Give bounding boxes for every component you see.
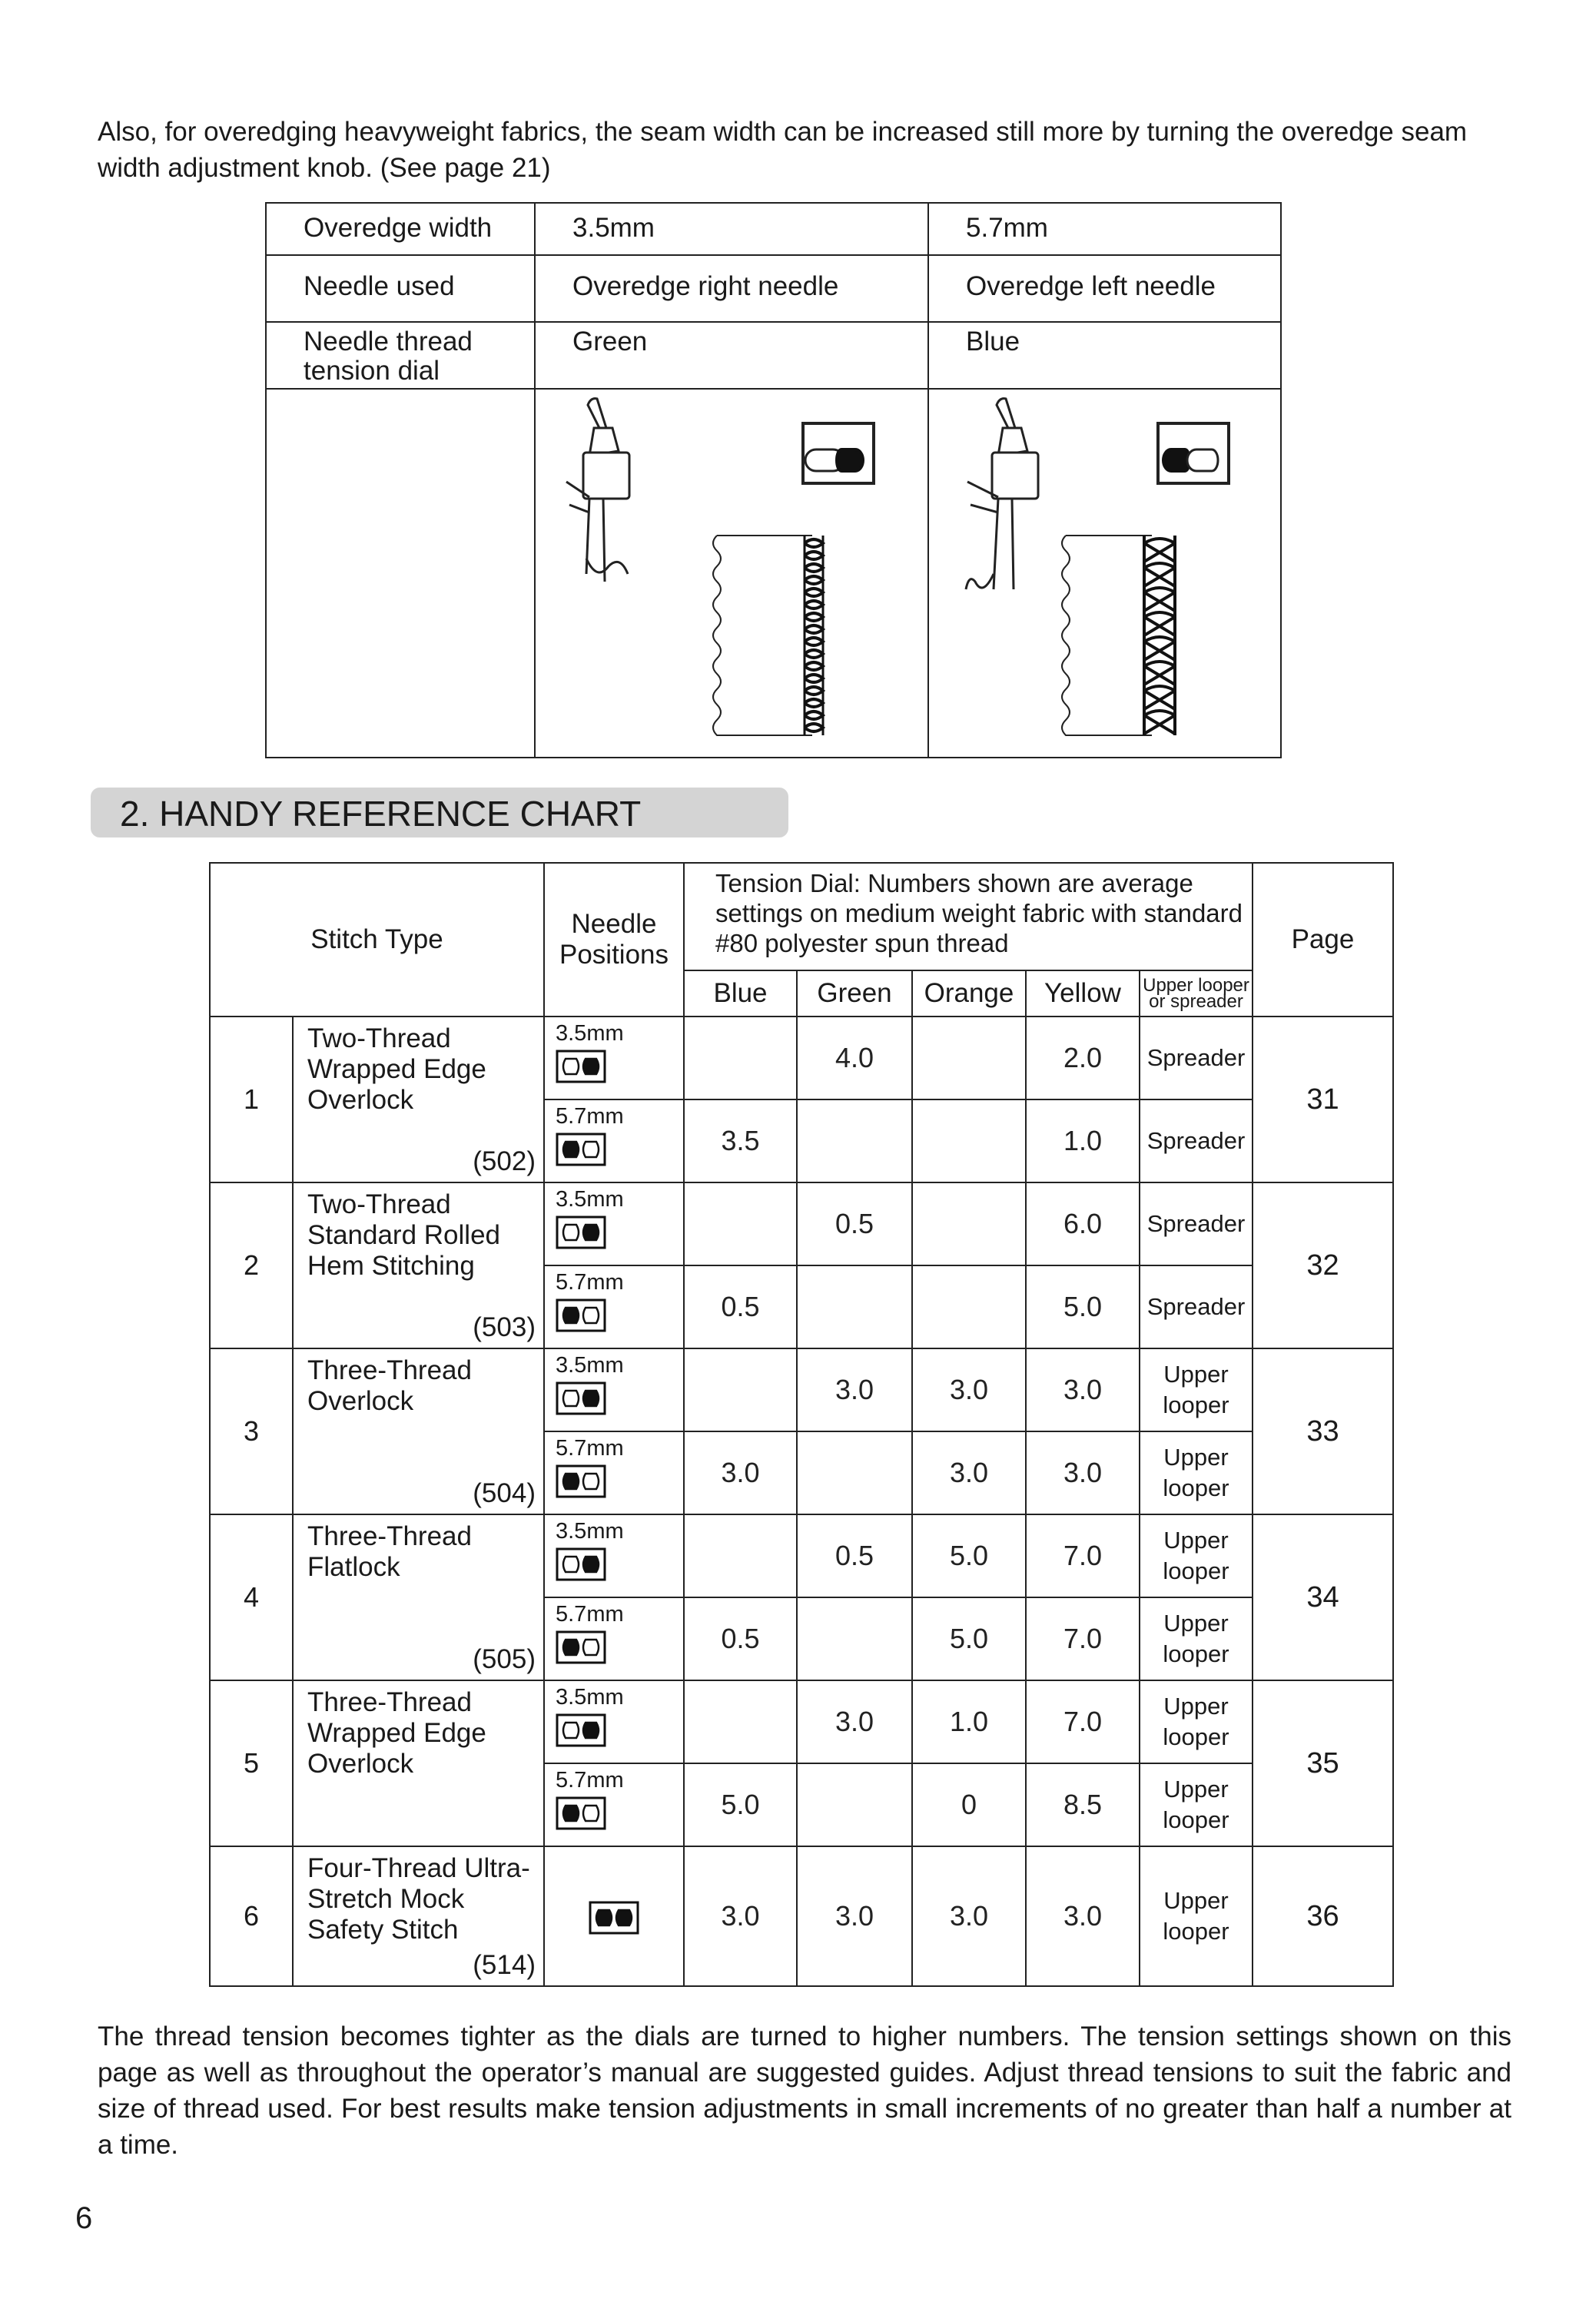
intro-paragraph: Also, for overedging heavyweight fabrics, the seam width can be increased still more by turning the overedge seam width adjustment knob. (See page 21) (98, 117, 1468, 183)
needle-size: 3.5mm (556, 1685, 624, 1710)
needle-position-cell (544, 1348, 684, 1431)
left-needle-icon (556, 1796, 606, 1830)
upper-looper-setting: Spreader (1140, 1182, 1253, 1265)
upper-looper-setting: Spreader (1140, 1017, 1253, 1099)
page-reference: 31 (1253, 1017, 1393, 1182)
orange-tension: 1.0 (912, 1680, 1026, 1763)
needle-position-cell (544, 1597, 684, 1680)
right-needle-cell: Green (535, 322, 928, 389)
yellow-tension: 8.5 (1026, 1763, 1140, 1846)
tension-dial-header: Tension Dial: Numbers shown are average settings on medium weight fabric with standard #80 polyester spun thread (684, 863, 1253, 970)
green-tension (797, 1431, 912, 1514)
stitch-number: 1 (210, 1017, 293, 1182)
page-reference: 36 (1253, 1846, 1393, 1986)
upper-looper-setting: Spreader (1140, 1265, 1253, 1348)
green-tension (797, 1265, 912, 1348)
left-needle-cell: Overedge left needle (928, 255, 1281, 322)
page-reference: 32 (1253, 1182, 1393, 1348)
needle-positions-header: Needle Positions (544, 863, 684, 1017)
needle-size: 5.7mm (556, 1436, 624, 1461)
table-row (210, 1182, 1393, 1265)
table-row (210, 1514, 1393, 1597)
green-tension: 0.5 (797, 1514, 912, 1597)
stitch-code: (504) (473, 1478, 536, 1508)
stitch-name: Three-Thread Flatlock (307, 1521, 472, 1582)
page-reference: 33 (1253, 1348, 1393, 1514)
orange-tension (912, 1017, 1026, 1099)
upper-looper-setting: Upper looper (1140, 1514, 1253, 1597)
table-row (266, 255, 1281, 322)
stitch-name-cell (293, 1017, 544, 1182)
needle-position-cell (544, 1017, 684, 1099)
needle-size: 5.7mm (556, 1768, 624, 1793)
table-row (210, 1017, 1393, 1099)
stitch-code: (503) (473, 1312, 536, 1342)
blue-tension (684, 1514, 797, 1597)
upper-looper-setting: Upper looper (1140, 1597, 1253, 1680)
right-needle-icon (556, 1547, 606, 1581)
needle-position-cell (544, 1680, 684, 1763)
left-needle-icon (556, 1464, 606, 1498)
blue-tension: 3.5 (684, 1099, 797, 1182)
yellow-tension: 5.0 (1026, 1265, 1140, 1348)
green-tension: 4.0 (797, 1017, 912, 1099)
stitch-name-cell (293, 1680, 544, 1846)
stitch-name-cell (293, 1514, 544, 1680)
needle-position-cell (544, 1265, 684, 1348)
page-number: 6 (75, 2201, 93, 2235)
orange-tension (912, 1099, 1026, 1182)
yellow-tension: 3.0 (1026, 1846, 1140, 1986)
needle-position-cell (544, 1846, 684, 1986)
green-tension: 0.5 (797, 1182, 912, 1265)
green-tension: 3.0 (797, 1680, 912, 1763)
needle-position-cell (544, 1431, 684, 1514)
yellow-tension: 7.0 (1026, 1597, 1140, 1680)
table-row (210, 1846, 1393, 1986)
needle-position-cell (544, 1182, 684, 1265)
needle-left-illustration (928, 389, 1281, 758)
stitch-number: 4 (210, 1514, 293, 1680)
row-label: Needle used (266, 255, 535, 322)
yellow-tension: 6.0 (1026, 1182, 1140, 1265)
table-row (266, 203, 1281, 255)
stitch-name: Four-Thread Ultra-Stretch Mock Safety Stitch (307, 1853, 530, 1945)
stitch-number: 6 (210, 1846, 293, 1986)
yellow-tension: 2.0 (1026, 1017, 1140, 1099)
right-needle-icon (556, 1381, 606, 1415)
right-needle-icon (556, 1050, 606, 1083)
needle-position-cell (544, 1099, 684, 1182)
yellow-tension: 7.0 (1026, 1514, 1140, 1597)
blue-tension: 0.5 (684, 1597, 797, 1680)
green-tension: 3.0 (797, 1348, 912, 1431)
right-needle-cell: 3.5mm (535, 203, 928, 255)
green-header: Green (797, 970, 912, 1017)
page-header: Page (1253, 863, 1393, 1017)
orange-tension (912, 1265, 1026, 1348)
upper-looper-setting: Upper looper (1140, 1348, 1253, 1431)
stitch-name: Two-Thread Standard Rolled Hem Stitching (307, 1189, 500, 1281)
green-tension (797, 1099, 912, 1182)
stitch-name: Three-Thread Wrapped Edge Overlock (307, 1687, 486, 1779)
yellow-tension: 3.0 (1026, 1431, 1140, 1514)
blue-tension (684, 1017, 797, 1099)
page-reference: 35 (1253, 1680, 1393, 1846)
upper-looper-header: Upper looper or spreader (1140, 970, 1253, 1017)
green-tension: 3.0 (797, 1846, 912, 1986)
needle-size: 5.7mm (556, 1270, 624, 1295)
needle-size: 3.5mm (556, 1519, 624, 1544)
orange-tension (912, 1182, 1026, 1265)
needle-size: 5.7mm (556, 1104, 624, 1129)
left-needle-icon (556, 1630, 606, 1664)
upper-looper-setting: Upper looper (1140, 1431, 1253, 1514)
needle-size: 5.7mm (556, 1602, 624, 1627)
stitch-name-cell (293, 1846, 544, 1986)
empty-cell (266, 389, 535, 758)
stitch-code: (514) (473, 1950, 536, 1980)
upper-looper-setting: Upper looper (1140, 1763, 1253, 1846)
orange-tension: 5.0 (912, 1597, 1026, 1680)
left-needle-cell: Blue (928, 322, 1281, 389)
needle-left-illustration-svg (929, 390, 1294, 758)
overedge-width-table (265, 202, 1282, 758)
stitch-name: Three-Thread Overlock (307, 1355, 472, 1416)
orange-tension: 3.0 (912, 1431, 1026, 1514)
yellow-tension: 1.0 (1026, 1099, 1140, 1182)
stitch-number: 5 (210, 1680, 293, 1846)
right-needle-icon (556, 1216, 606, 1249)
orange-tension: 0 (912, 1763, 1026, 1846)
table-row (210, 1348, 1393, 1431)
blue-tension (684, 1182, 797, 1265)
footer-paragraph: The thread tension becomes tighter as the dials are turned to higher numbers. The tension settings shown on this page as well as throughout the operator’s manual are suggested guides. Adjust thread tensions to suit the fabric and size of thread used. For best results make tension adjustments in small increments of no greater than half a number at a time. (98, 2021, 1511, 2160)
blue-tension: 0.5 (684, 1265, 797, 1348)
table-row (266, 322, 1281, 389)
needle-position-cell (544, 1763, 684, 1846)
blue-tension (684, 1680, 797, 1763)
needle-size: 3.5mm (556, 1353, 624, 1378)
stitch-name: Two-Thread Wrapped Edge Overlock (307, 1023, 486, 1115)
header-row (210, 863, 1393, 970)
table-row (210, 1680, 1393, 1763)
stitch-name-cell (293, 1182, 544, 1348)
green-tension (797, 1763, 912, 1846)
orange-tension: 5.0 (912, 1514, 1026, 1597)
upper-looper-setting: Spreader (1140, 1099, 1253, 1182)
green-tension (797, 1597, 912, 1680)
stitch-number: 3 (210, 1348, 293, 1514)
stitch-number: 2 (210, 1182, 293, 1348)
both-needles-icon (589, 1901, 639, 1935)
needle-right-illustration (535, 389, 928, 758)
needle-right-illustration-svg (536, 390, 929, 758)
stitch-type-header: Stitch Type (210, 863, 544, 1017)
page-reference: 34 (1253, 1514, 1393, 1680)
upper-looper-setting: Upper looper (1140, 1680, 1253, 1763)
left-needle-icon (556, 1298, 606, 1332)
stitch-code: (502) (473, 1146, 536, 1176)
section-title: 2. HANDY REFERENCE CHART (91, 788, 788, 837)
row-label: Overedge width (266, 203, 535, 255)
needle-size: 3.5mm (556, 1187, 624, 1212)
yellow-tension: 7.0 (1026, 1680, 1140, 1763)
blue-tension: 3.0 (684, 1846, 797, 1986)
blue-tension: 3.0 (684, 1431, 797, 1514)
left-needle-icon (556, 1133, 606, 1166)
stitch-code: (505) (473, 1644, 536, 1674)
orange-tension: 3.0 (912, 1846, 1026, 1986)
upper-looper-setting: Upper looper (1140, 1846, 1253, 1986)
handy-reference-chart (209, 862, 1394, 1987)
blue-header: Blue (684, 970, 797, 1017)
chart-body (210, 1017, 1393, 1986)
illustration-row (266, 389, 1281, 758)
row-label: Needle thread tension dial (266, 322, 535, 389)
blue-tension: 5.0 (684, 1763, 797, 1846)
blue-tension (684, 1348, 797, 1431)
needle-position-cell (544, 1514, 684, 1597)
right-needle-cell: Overedge right needle (535, 255, 928, 322)
right-needle-icon (556, 1713, 606, 1747)
stitch-name-cell (293, 1348, 544, 1514)
needle-size: 3.5mm (556, 1021, 624, 1046)
left-needle-cell: 5.7mm (928, 203, 1281, 255)
orange-tension: 3.0 (912, 1348, 1026, 1431)
yellow-tension: 3.0 (1026, 1348, 1140, 1431)
yellow-header: Yellow (1026, 970, 1140, 1017)
orange-header: Orange (912, 970, 1026, 1017)
